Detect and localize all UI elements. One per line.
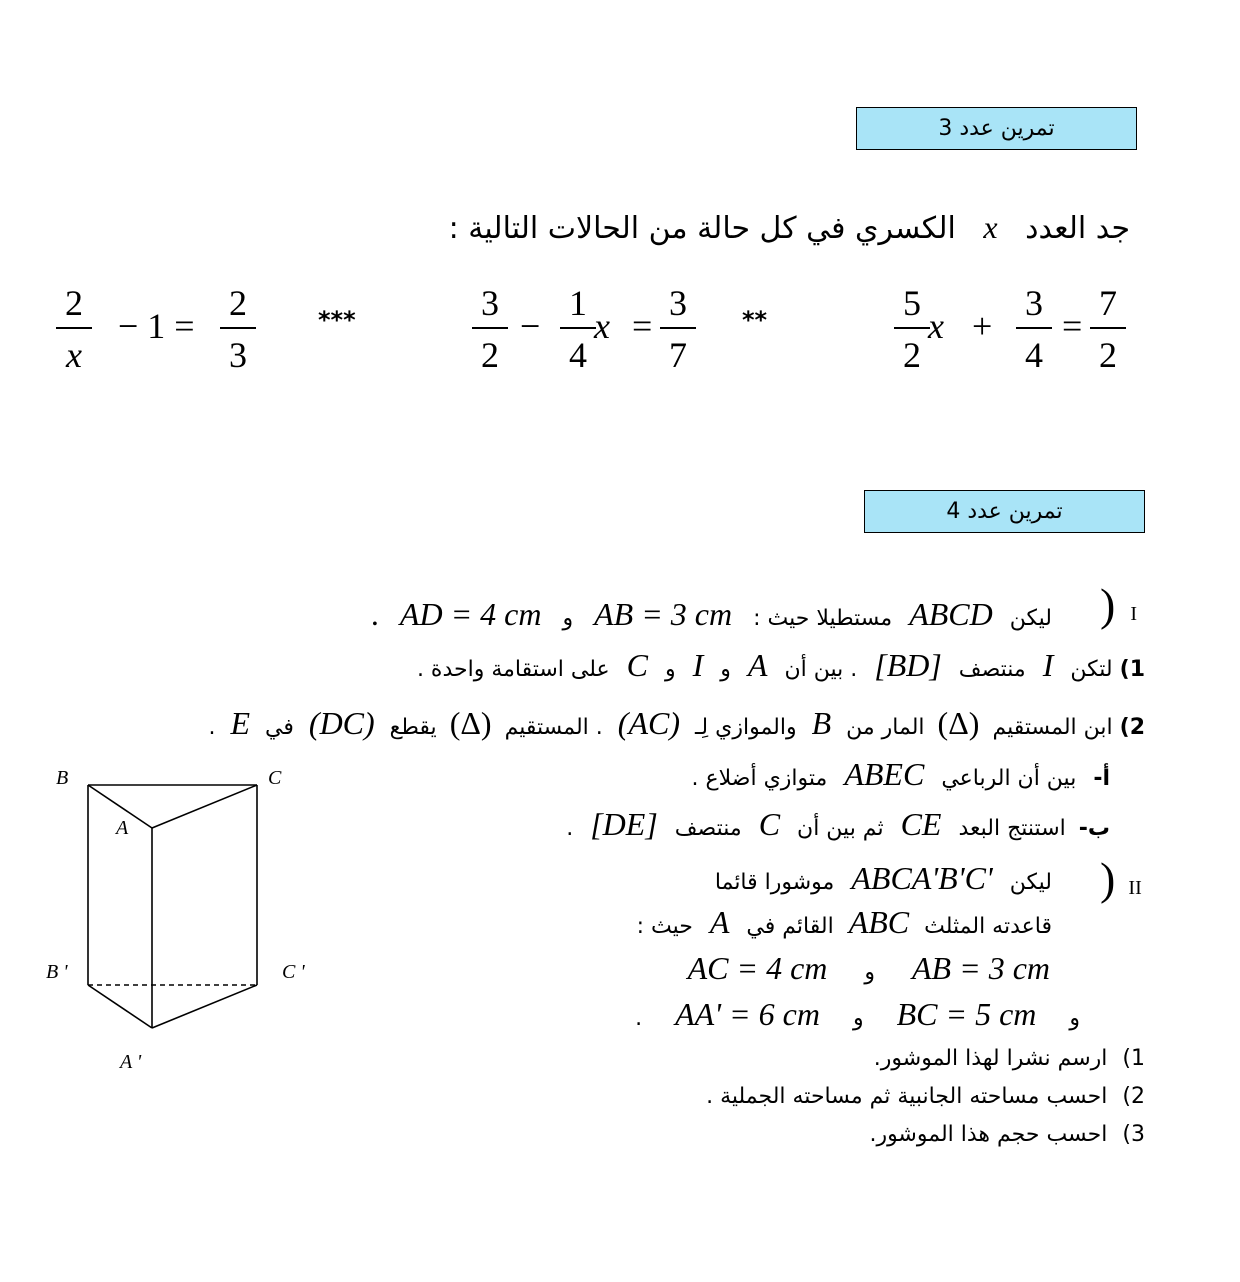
eq2-equals: = — [632, 306, 653, 346]
q2-math-ac: (AC) — [617, 705, 680, 741]
q1-math-c: C — [626, 647, 649, 683]
qa-text-b: متوازي أضلاع . — [691, 766, 828, 791]
p2-l4-and-2: و — [852, 1006, 864, 1031]
vertex-bp: B ' — [46, 961, 68, 983]
eq1-num-b: 3 — [1025, 283, 1043, 323]
vertex-a: A — [116, 817, 129, 839]
eq2-den-b: 4 — [569, 335, 587, 375]
item-1-num: 1) — [1122, 1046, 1145, 1071]
vertex-ap: A ' — [120, 1051, 142, 1073]
qa-text-a: بين أن الرباعي — [941, 766, 1077, 791]
part1-intro — [371, 592, 1052, 641]
eq1-den-a: 2 — [903, 335, 921, 375]
part2-marker: ) II — [1100, 853, 1142, 904]
intro-math-ab: AB = 3 cm — [594, 596, 733, 632]
p2-l3-math-ab: AB = 3 cm — [912, 950, 1050, 986]
q1-math-bd: [BD] — [874, 647, 942, 683]
item-3-text: احسب حجم هذا الموشور. — [869, 1122, 1108, 1147]
eq2-x: x — [594, 306, 610, 346]
part2-item-1 — [874, 1042, 1145, 1076]
part1-q1 — [417, 642, 1145, 693]
eq2-den-c: 7 — [669, 335, 687, 375]
part2-line4 — [635, 992, 1080, 1041]
item-3-num: 3) — [1122, 1122, 1145, 1147]
q2-num: 2) — [1119, 715, 1145, 740]
q1-text-b: منتصف — [958, 657, 1026, 682]
q1-and-2: و — [665, 657, 676, 682]
part1-marker: ) I — [1100, 579, 1138, 630]
q2-text-c: والموازي لِـ — [694, 715, 797, 740]
eq1-frac-c — [1086, 285, 1130, 375]
eq3-den-b: 3 — [229, 335, 247, 375]
eq1-num-a: 5 — [903, 283, 921, 323]
p2-l2-text-a: قاعدته المثلث — [924, 914, 1052, 939]
qb-text-c: منتصف — [674, 816, 742, 841]
item-2-num: 2) — [1122, 1084, 1145, 1109]
part2-line3 — [678, 946, 1060, 995]
qb-label: ب- — [1078, 816, 1110, 841]
p2-l4-math-bc: BC = 5 cm — [896, 996, 1037, 1032]
q1-and-1: و — [720, 657, 731, 682]
q2-text-e: يقطع — [389, 715, 437, 740]
part2-line1 — [715, 856, 1052, 905]
qb-math-ce: CE — [900, 806, 942, 842]
p2-l4-math-aa: AA' = 6 cm — [675, 996, 820, 1032]
qa-label: أ- — [1093, 766, 1110, 791]
part2-marker-num: II — [1128, 877, 1142, 899]
part2-line2 — [637, 900, 1052, 949]
p2-l2-math-a: A — [709, 904, 730, 940]
intro-math-ad: AD = 4 cm — [399, 596, 542, 632]
eq2-den-a: 2 — [481, 335, 499, 375]
eq3-stars: *** — [318, 306, 356, 334]
p2-l1-text-b: موشورا قائما — [714, 870, 835, 895]
eq2-minus: − — [520, 306, 541, 346]
eq2-frac-a — [468, 285, 512, 375]
q2-math-delta: (Δ) — [937, 705, 980, 741]
eq1-den-c: 2 — [1099, 335, 1117, 375]
eq2-num-a: 3 — [481, 283, 499, 323]
p2-l2-math-abc: ABC — [848, 904, 910, 940]
qb-text-d: . — [566, 816, 574, 841]
q2-math-dc: (DC) — [308, 705, 375, 741]
eq1-den-b: 4 — [1025, 335, 1043, 375]
q2-math-e: E — [230, 705, 251, 741]
q1-text-a: لتكن — [1070, 657, 1113, 682]
ex3-instruction-a: جد العدد — [1025, 211, 1130, 246]
q2-text-d: . المستقيم — [504, 715, 603, 740]
eq3-num-a: 2 — [65, 283, 83, 323]
q1-text-c: . بين أن — [784, 657, 858, 682]
eq1-plus: + — [972, 306, 993, 346]
p2-l1-math-prism: ABCA'B'C' — [851, 860, 993, 896]
ex4-title-box — [864, 490, 1145, 533]
edge-ac — [152, 785, 257, 828]
q2-text-f: في — [265, 715, 294, 740]
eq1-x: x — [928, 306, 944, 346]
q2-text-b: المار من — [846, 715, 925, 740]
qb-text-a: استنتج البعد — [958, 816, 1066, 841]
q2-math-b: B — [811, 705, 832, 741]
qb-math-c: C — [758, 806, 781, 842]
part1-qa — [692, 752, 1110, 801]
eq2-num-c: 3 — [669, 283, 687, 323]
intro-text-a: ليكن — [1009, 606, 1052, 631]
qb-text-b: ثم بين أن — [797, 816, 884, 841]
p2-l4-and-1: و — [1069, 1006, 1080, 1031]
intro-math-abcd: ABCD — [909, 596, 993, 632]
vertex-c: C — [268, 767, 282, 789]
p2-l4-end: . — [635, 1006, 643, 1031]
eq3-den-a: x — [66, 335, 82, 375]
part2-item-2 — [706, 1080, 1145, 1114]
p2-l2-text-c: حيث : — [636, 914, 693, 939]
p2-l2-text-b: القائم في — [746, 914, 834, 939]
item-1-text: ارسم نشرا لهذا الموشور. — [873, 1046, 1108, 1071]
qb-math-de: [DE] — [590, 806, 658, 842]
q1-math-a: A — [747, 647, 768, 683]
ex3-title-box — [856, 107, 1137, 150]
eq1-num-c: 7 — [1099, 283, 1117, 323]
q1-num: 1) — [1119, 657, 1145, 682]
ex3-instruction-b: الكسري في كل حالة من الحالات التالية : — [448, 211, 956, 246]
q1-text-d: على استقامة واحدة . — [416, 657, 610, 682]
eq1-frac-b — [1012, 285, 1056, 375]
p2-l3-and: و — [864, 960, 875, 985]
q2-text-a: ابن المستقيم — [992, 715, 1113, 740]
eq2-stars: ** — [742, 306, 768, 334]
p2-l1-text-a: ليكن — [1009, 870, 1052, 895]
prism-figure — [0, 0, 400, 1282]
intro-end: . — [370, 596, 379, 632]
part2-item-3 — [869, 1118, 1145, 1152]
vertex-b: B — [56, 767, 69, 789]
intro-text-b: مستطيلا حيث : — [753, 606, 893, 631]
q1-math-i: I — [1042, 647, 1054, 683]
ex4-title: تمرين عدد 4 — [946, 499, 1063, 524]
eq2-frac-c — [656, 285, 700, 375]
edge-apcp — [152, 985, 257, 1028]
qa-math-abec: ABEC — [844, 756, 925, 792]
part1-marker-num: I — [1130, 603, 1138, 625]
q2-math-delta2: (Δ) — [449, 705, 492, 741]
ex3-title: تمرين عدد 3 — [938, 116, 1055, 141]
intro-and: و — [562, 606, 574, 631]
vertex-cp: C ' — [282, 961, 305, 983]
q2-text-g: . — [208, 715, 216, 740]
eq1-equals: = — [1062, 306, 1083, 346]
eq3-rest: − 1 = — [118, 306, 195, 346]
q1-math-i2: I — [692, 647, 704, 683]
ex3-instruction-x: x — [983, 209, 998, 245]
eq3-num-b: 2 — [229, 283, 247, 323]
edge-bpap — [88, 985, 152, 1028]
part1-qb — [566, 802, 1110, 851]
ex3-instruction — [449, 205, 1130, 251]
item-2-text: احسب مساحته الجانبية ثم مساحته الجملية . — [706, 1084, 1108, 1109]
eq2-num-b: 1 — [569, 283, 587, 323]
p2-l3-math-ac: AC = 4 cm — [687, 950, 828, 986]
